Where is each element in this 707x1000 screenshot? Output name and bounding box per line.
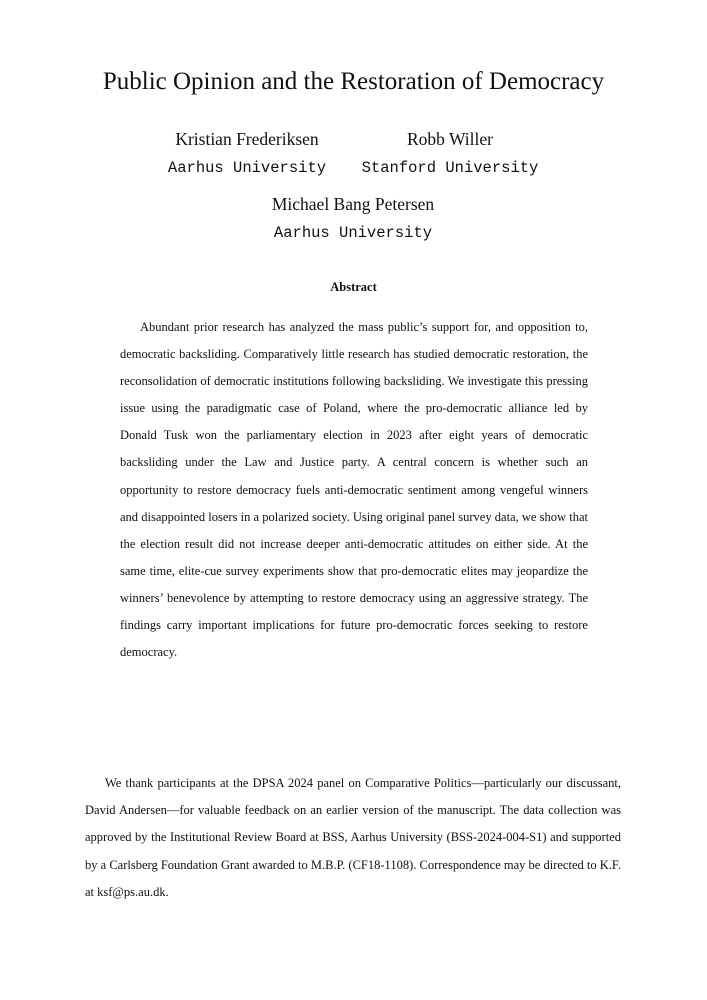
author-affiliation: Aarhus University [273, 224, 433, 242]
author-name: Robb Willer [407, 129, 493, 149]
author-affiliation: Aarhus University [167, 159, 327, 177]
paper-title: Public Opinion and the Restoration of Democracy [102, 68, 605, 95]
abstract-text: Abundant prior research has analyzed the mass public’s support for, and opposition to, democratic backsliding. Comparatively little research has studied democratic restoration, the reconsolidation of democratic institutions following backsliding. We investigate this pressing issue using the paradigmatic case of Poland, where the pro-democratic alliance led by Donald Tusk won the parliamentary election in 2023 after eight years of democratic backsliding under the Law and Justice party. A central concern is whether such an opportunity to restore democracy fuels anti-democratic sentiment among vengeful winners and disappointed losers in a polarized society. Using original panel survey data, we show that the election result did not increase deeper anti-democratic attitudes on either side. At the same time, elite-cue survey experiments show that pro-democratic elites may jeopardize the winners’ benevolence by attempting to restore democracy using an aggressive strategy. The findings carry important implications for future pro-democratic forces seeking to restore democracy. [120, 320, 588, 660]
acknowledgements-footnote: We thank participants at the DPSA 2024 panel on Comparative Politics—particularly our discussant, David Andersen—for valuable feedback on an earlier version of the manuscript. The data collection was approved by the Institutional Review Board at BSS, Aarhus University (BSS-2024-004-S1) and supported by a Carlsberg Foundation Grant awarded to M.B.P. (CF18-1108). Correspondence may be directed to K.F. at ksf@ps.au.dk. [85, 776, 621, 899]
author-block [223, 193, 483, 244]
author-affiliation: Stanford University [361, 159, 539, 177]
abstract-heading: Abstract [330, 280, 377, 294]
author-block [320, 128, 580, 179]
author-name: Michael Bang Petersen [271, 194, 435, 214]
author-name: Kristian Frederiksen [175, 129, 319, 149]
